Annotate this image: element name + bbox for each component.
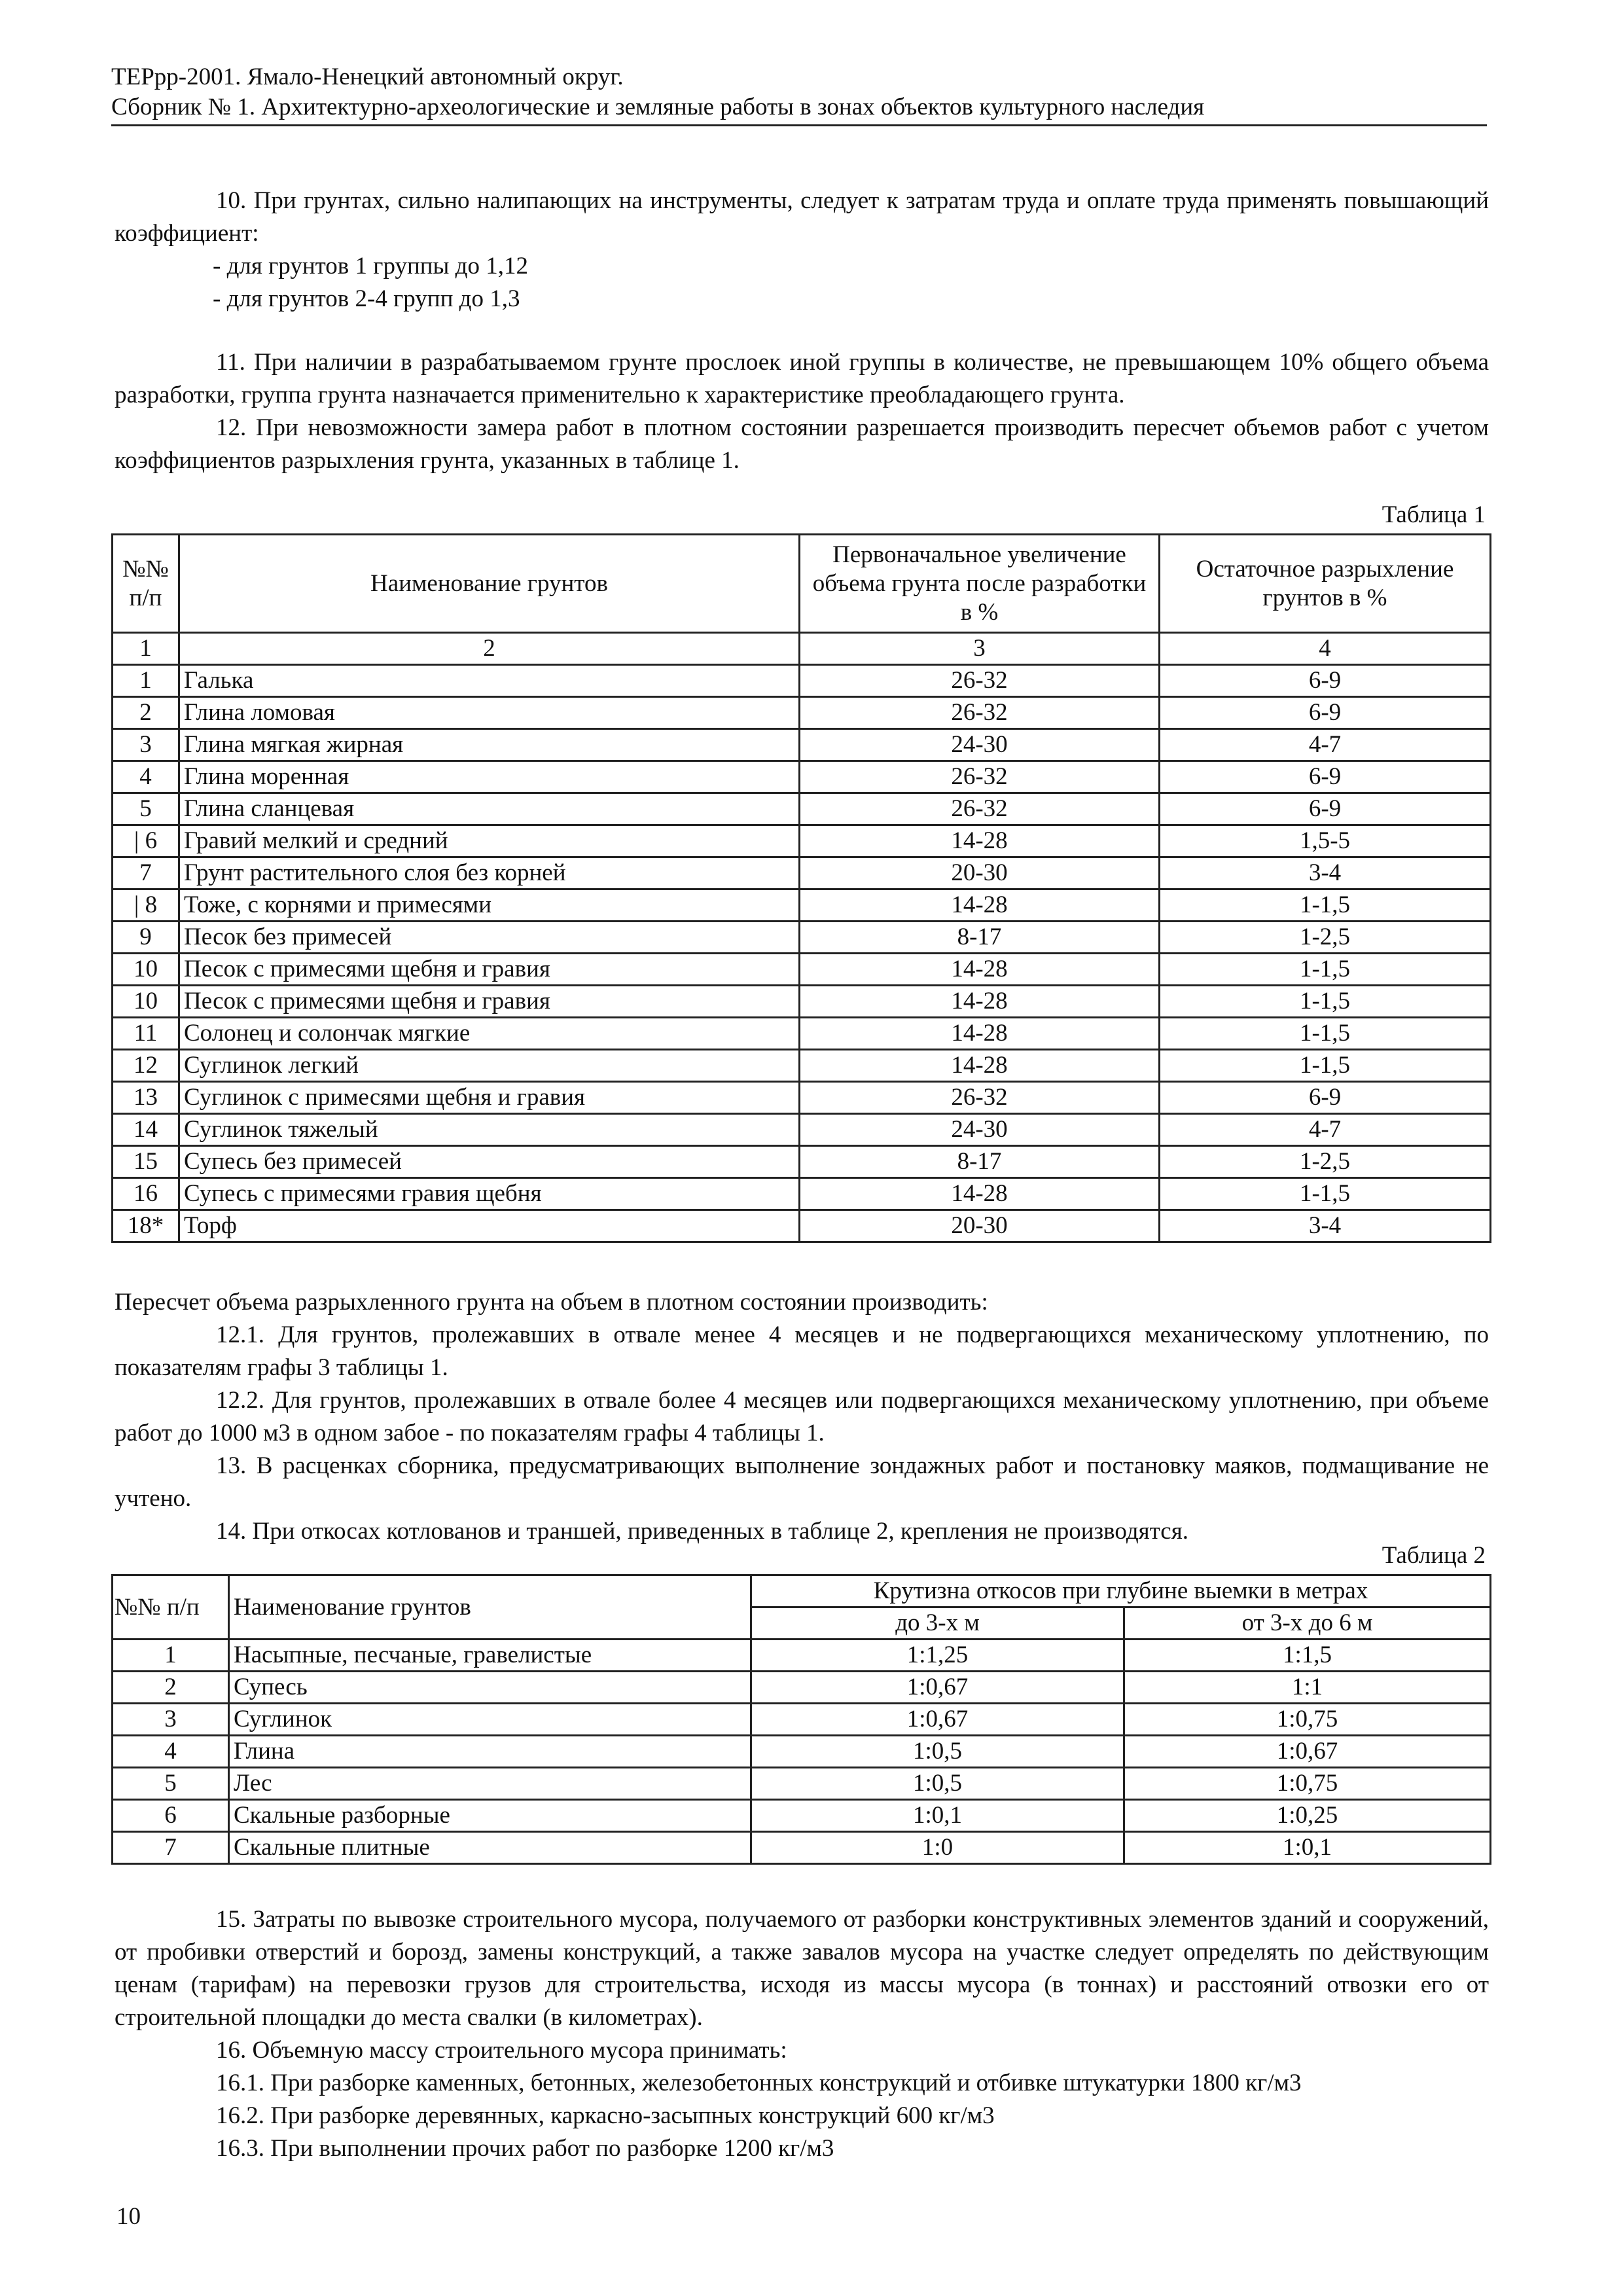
paragraph-16: 16. Объемную массу строительного мусора принимать: [216,2037,787,2064]
t2-header-num: №№ п/п [113,1575,229,1640]
initial-increase: 14-28 [800,1050,1160,1082]
t1-colnum-1: 1 [113,633,179,665]
soil-name: Глина сланцевая [179,793,800,825]
soil-name: Песок без примесей [179,922,800,954]
paragraph-12-2: 12.2. Для грунтов, пролежавших в отвале более 4 месяцев или подвергающихся механическому уплотнению, при объеме работ до 1000 м3 в одном забое - по показателям графы 4 таблицы 1. [115,1387,1489,1446]
row-number: 18* [113,1210,179,1242]
row-number: | 8 [113,889,179,922]
slope-to-3m: 1:1,25 [751,1640,1124,1672]
row-number: 7 [113,1832,229,1864]
initial-increase: 14-28 [800,1018,1160,1050]
row-number: 5 [113,1768,229,1800]
table-row [113,1146,1491,1178]
soil-name: Песок с примесями щебня и гравия [179,954,800,986]
table-row [113,1672,1491,1704]
residual-loosening: 4-7 [1160,1114,1491,1146]
row-number: 5 [113,793,179,825]
row-number: 12 [113,1050,179,1082]
paragraph-16-2: 16.2. При разборке деревянных, каркасно-засыпных конструкций 600 кг/м3 [216,2102,995,2129]
residual-loosening: 3-4 [1160,1210,1491,1242]
paragraph-11: 11. При наличии в разрабатываемом грунте прослоек иной группы в количестве, не превышающем 10% общего объема разработки, группа грунта назначается применительно к характеристике преобладающего грунта. [115,349,1489,408]
initial-increase: 14-28 [800,1178,1160,1210]
table-row [113,1178,1491,1210]
recalc-intro: Пересчет объема разрыхленного грунта на объем в плотном состоянии производить: [115,1289,988,1316]
row-number: 2 [113,1672,229,1704]
slope-3-to-6m: 1:0,75 [1124,1768,1491,1800]
page-number: 10 [116,2203,141,2230]
table-row [113,697,1491,729]
table-row [113,889,1491,922]
residual-loosening: 1-1,5 [1160,1050,1491,1082]
soil-name: Насыпные, песчаные, гравелистые [229,1640,751,1672]
row-number: 7 [113,857,179,889]
soil-name: Глина мягкая жирная [179,729,800,761]
table-row [113,986,1491,1018]
soil-name: Галька [179,665,800,697]
row-number: 10 [113,954,179,986]
table-row [113,1018,1491,1050]
initial-increase: 14-28 [800,954,1160,986]
row-number: | 6 [113,825,179,857]
row-number: 3 [113,1704,229,1736]
paragraph-14: 14. При откосах котлованов и траншей, приведенных в таблице 2, крепления не производятся. [216,1518,1188,1545]
soil-name: Супесь без примесей [179,1146,800,1178]
paragraph-16-3: 16.3. При выполнении прочих работ по разборке 1200 кг/м3 [216,2135,834,2162]
t1-header-num: №№ п/п [113,535,179,633]
table-row [113,857,1491,889]
paragraph-10-item-a: - для грунтов 1 группы до 1,12 [213,253,528,279]
slope-3-to-6m: 1:0,1 [1124,1832,1491,1864]
table-row [113,665,1491,697]
t1-colnum-3: 3 [800,633,1160,665]
row-number: 15 [113,1146,179,1178]
row-number: 1 [113,1640,229,1672]
table-row [113,761,1491,793]
t1-colnum-4: 4 [1160,633,1491,665]
soil-name: Суглинок тяжелый [179,1114,800,1146]
t2-header-steepness: Крутизна откосов при глубине выемки в метрах [751,1575,1491,1607]
table-row [113,729,1491,761]
t2-header-from3to6: от 3-х до 6 м [1124,1607,1491,1640]
soil-name: Скальные плитные [229,1832,751,1864]
residual-loosening: 6-9 [1160,1082,1491,1114]
table-row [113,1640,1491,1672]
soil-name: Глина моренная [179,761,800,793]
table-row [113,1832,1491,1864]
slope-to-3m: 1:0,5 [751,1768,1124,1800]
soil-name: Глина [229,1736,751,1768]
row-number: 14 [113,1114,179,1146]
slope-3-to-6m: 1:1,5 [1124,1640,1491,1672]
slope-3-to-6m: 1:1 [1124,1672,1491,1704]
residual-loosening: 4-7 [1160,729,1491,761]
row-number: 16 [113,1178,179,1210]
residual-loosening: 6-9 [1160,761,1491,793]
initial-increase: 8-17 [800,922,1160,954]
header-rule [111,124,1487,126]
running-header [111,62,1486,122]
soil-name: Супесь [229,1672,751,1704]
row-number: 3 [113,729,179,761]
row-number: 6 [113,1800,229,1832]
soil-name: Супесь с примесями гравия щебня [179,1178,800,1210]
table-row [113,793,1491,825]
slope-3-to-6m: 1:0,75 [1124,1704,1491,1736]
soil-name: Суглинок легкий [179,1050,800,1082]
table-row [113,825,1491,857]
residual-loosening: 6-9 [1160,793,1491,825]
table-row [113,954,1491,986]
t1-header-residual: Остаточное разрыхление грунтов в % [1160,535,1491,633]
initial-increase: 24-30 [800,729,1160,761]
residual-loosening: 1-2,5 [1160,922,1491,954]
slope-to-3m: 1:0,1 [751,1800,1124,1832]
residual-loosening: 1-1,5 [1160,1018,1491,1050]
slope-to-3m: 1:0,5 [751,1736,1124,1768]
soil-name: Торф [179,1210,800,1242]
table-row [113,1800,1491,1832]
table-1 [111,533,1491,1243]
soil-name: Грунт растительного слоя без корней [179,857,800,889]
table-row [113,1114,1491,1146]
soil-name: Глина ломовая [179,697,800,729]
soil-name: Песок с примесями щебня и гравия [179,986,800,1018]
slope-to-3m: 1:0 [751,1832,1124,1864]
paragraph-15: 15. Затраты по вывозке строительного мусора, получаемого от разборки конструктивных элементов зданий и сооружений, от пробивки отверстий и борозд, замены конструкций, а также завалов мусора на участке следует определять по действующим ценам (тарифам) на перевозки грузов для строительства, исходя из массы мусора (в тоннах) и расстояний отвозки его от строительной площадки до места свалки (в километрах). [115,1906,1489,2031]
residual-loosening: 6-9 [1160,697,1491,729]
t1-header-name: Наименование грунтов [179,535,800,633]
paragraph-10: 10. При грунтах, сильно налипающих на инструменты, следует к затратам труда и оплате труда применять повышающий коэффициент: [115,187,1489,247]
row-number: 13 [113,1082,179,1114]
initial-increase: 20-30 [800,1210,1160,1242]
table1-caption: Таблица 1 [1382,501,1486,528]
row-number: 1 [113,665,179,697]
paragraph-12-1: 12.1. Для грунтов, пролежавших в отвале менее 4 месяцев и не подвергающихся механическому уплотнению, по показателям графы 3 таблицы 1. [115,1321,1489,1381]
soil-name: Лес [229,1768,751,1800]
table-row [113,922,1491,954]
initial-increase: 26-32 [800,1082,1160,1114]
residual-loosening: 1,5-5 [1160,825,1491,857]
initial-increase: 26-32 [800,793,1160,825]
initial-increase: 26-32 [800,761,1160,793]
row-number: 4 [113,1736,229,1768]
residual-loosening: 6-9 [1160,665,1491,697]
initial-increase: 26-32 [800,697,1160,729]
soil-name: Тоже, с корнями и примесями [179,889,800,922]
residual-loosening: 3-4 [1160,857,1491,889]
soil-name: Суглинок с примесями щебня и гравия [179,1082,800,1114]
table-row [113,1210,1491,1242]
row-number: 11 [113,1018,179,1050]
residual-loosening: 1-1,5 [1160,1178,1491,1210]
soil-name: Гравий мелкий и средний [179,825,800,857]
t1-header-initial: Первоначальное увеличение объема грунта после разработки в % [800,535,1160,633]
soil-name: Скальные разборные [229,1800,751,1832]
paragraph-12: 12. При невозможности замера работ в плотном состоянии разрешается производить пересчет объемов работ с учетом коэффициентов разрыхления грунта, указанных в таблице 1. [115,414,1489,474]
paragraph-13: 13. В расценках сборника, предусматривающих выполнение зондажных работ и постановку маяков, подмащивание не учтено. [115,1452,1489,1512]
soil-name: Суглинок [229,1704,751,1736]
t1-colnum-2: 2 [179,633,800,665]
table-2 [111,1574,1491,1865]
residual-loosening: 1-1,5 [1160,954,1491,986]
t2-header-to3: до 3-х м [751,1607,1124,1640]
slope-to-3m: 1:0,67 [751,1672,1124,1704]
table2-caption: Таблица 2 [1382,1542,1486,1569]
table-row [113,1736,1491,1768]
residual-loosening: 1-1,5 [1160,889,1491,922]
initial-increase: 24-30 [800,1114,1160,1146]
bottom-paragraphs [115,1903,1489,2165]
residual-loosening: 1-1,5 [1160,986,1491,1018]
row-number: 2 [113,697,179,729]
initial-increase: 26-32 [800,665,1160,697]
t2-header-name: Наименование грунтов [229,1575,751,1640]
table-row [113,1050,1491,1082]
slope-3-to-6m: 1:0,67 [1124,1736,1491,1768]
middle-paragraphs [115,1286,1489,1548]
top-paragraphs [115,185,1489,477]
header-line-1: ТЕРрр-2001. Ямало-Ненецкий автономный округ. [111,63,624,90]
paragraph-16-1: 16.1. При разборке каменных, бетонных, железобетонных конструкций и отбивке штукатурки 1800 кг/м3 [216,2070,1302,2096]
initial-increase: 8-17 [800,1146,1160,1178]
slope-to-3m: 1:0,67 [751,1704,1124,1736]
table-row [113,1704,1491,1736]
soil-name: Солонец и солончак мягкие [179,1018,800,1050]
row-number: 9 [113,922,179,954]
table-row [113,1768,1491,1800]
slope-3-to-6m: 1:0,25 [1124,1800,1491,1832]
residual-loosening: 1-2,5 [1160,1146,1491,1178]
initial-increase: 20-30 [800,857,1160,889]
row-number: 10 [113,986,179,1018]
paragraph-10-item-b: - для грунтов 2-4 групп до 1,3 [213,285,520,312]
initial-increase: 14-28 [800,986,1160,1018]
row-number: 4 [113,761,179,793]
initial-increase: 14-28 [800,825,1160,857]
table-row [113,1082,1491,1114]
initial-increase: 14-28 [800,889,1160,922]
header-line-2: Сборник № 1. Архитектурно-археологические и земляные работы в зонах объектов культурного наследия [111,94,1205,120]
